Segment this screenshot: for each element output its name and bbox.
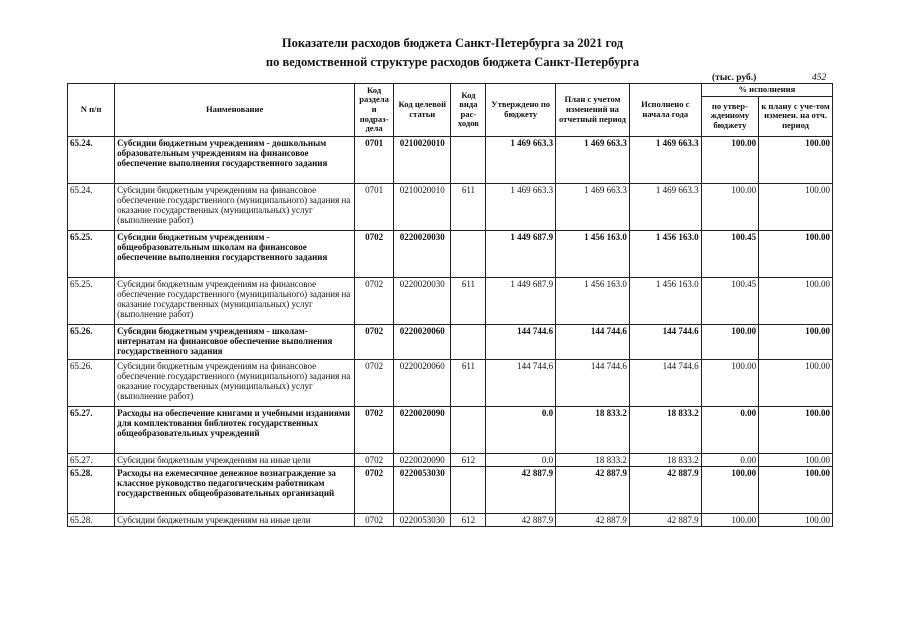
row-target-code: 0220020090	[394, 453, 451, 466]
row-name: Субсидии бюджетным учреждениям - школам-интернатам на финансовое обеспечение выполнения государственного задания	[115, 324, 355, 359]
row-target-code: 0220020060	[394, 324, 451, 359]
row-pct-approved: 100.00	[701, 136, 758, 183]
row-target-code: 0220020030	[394, 277, 451, 324]
row-name: Субсидии бюджетным учреждениям на иные цели	[115, 513, 355, 526]
row-section-code: 0702	[355, 466, 394, 513]
row-executed: 1 469 663.3	[629, 183, 701, 230]
col-header-num: N п/п	[68, 84, 115, 137]
row-name: Субсидии бюджетным учреждениям на финансовое обеспечение государственного (муниципального) задания на оказание государственных (муниципальных) услуг (выполнение работ)	[115, 277, 355, 324]
col-header-pct-approved: по утвер-жденному бюджету	[701, 96, 758, 136]
row-name: Субсидии бюджетным учреждениям - дошкольным образовательным учреждениям на финансовое обеспечение выполнения государственного задания	[115, 136, 355, 183]
col-header-kind: Код вида рас-ходов	[451, 84, 486, 137]
row-section-code: 0702	[355, 406, 394, 453]
table-row	[68, 324, 833, 359]
row-number: 65.25.	[68, 230, 115, 277]
row-executed: 144 744.6	[629, 324, 701, 359]
row-plan: 18 833.2	[556, 406, 630, 453]
row-pct-plan: 100.00	[759, 230, 833, 277]
table-row	[68, 513, 833, 526]
row-approved: 0.0	[486, 453, 556, 466]
row-approved: 0.0	[486, 406, 556, 453]
report-title: Показатели расходов бюджета Санкт-Петербурга за 2021 год	[281, 36, 624, 50]
table-body	[68, 136, 833, 526]
row-name: Субсидии бюджетным учреждениям - общеобразовательным школам на финансовое обеспечение выполнения государственного задания	[115, 230, 355, 277]
expenditure-table	[67, 83, 833, 527]
row-pct-approved: 100.00	[701, 513, 758, 526]
table-row	[68, 183, 833, 230]
row-kind-code: 611	[451, 277, 486, 324]
row-name: Субсидии бюджетным учреждениям на финансовое обеспечение государственного (муниципального) задания на оказание государственных (муниципальных) услуг (выполнение работ)	[115, 359, 355, 406]
row-plan: 144 744.6	[556, 359, 630, 406]
row-plan: 42 887.9	[556, 466, 630, 513]
row-number: 65.24.	[68, 183, 115, 230]
row-approved: 144 744.6	[486, 359, 556, 406]
row-pct-plan: 100.00	[759, 359, 833, 406]
page-number: 452	[812, 73, 827, 83]
row-kind-code	[451, 466, 486, 513]
row-kind-code: 611	[451, 359, 486, 406]
col-header-approved: Утверждено по бюджету	[486, 84, 556, 137]
col-header-target: Код целевой статьи	[394, 84, 451, 137]
row-approved: 1 449 687.9	[486, 277, 556, 324]
row-executed: 42 887.9	[629, 466, 701, 513]
row-pct-plan: 100.00	[759, 466, 833, 513]
row-name: Расходы на обеспечение книгами и учебными изданиями для комплектования библиотек государственных общеобразовательных учреждений	[115, 406, 355, 453]
row-approved: 1 449 687.9	[486, 230, 556, 277]
report-subtitle: по ведомственной структуре расходов бюджета Санкт-Петербурга	[265, 55, 640, 69]
table-row	[68, 406, 833, 453]
row-executed: 1 456 163.0	[629, 230, 701, 277]
row-section-code: 0702	[355, 230, 394, 277]
row-name: Расходы на ежемесячное денежное вознаграждение за классное руководство педагогическим работникам государственных общеобразовательных организаций	[115, 466, 355, 513]
table-row	[68, 466, 833, 513]
row-pct-plan: 100.00	[759, 136, 833, 183]
row-target-code: 0220020090	[394, 406, 451, 453]
row-pct-plan: 100.00	[759, 277, 833, 324]
row-section-code: 0702	[355, 324, 394, 359]
row-executed: 144 744.6	[629, 359, 701, 406]
row-plan: 1 469 663.3	[556, 183, 630, 230]
row-plan: 1 469 663.3	[556, 136, 630, 183]
row-pct-plan: 100.00	[759, 453, 833, 466]
row-kind-code: 611	[451, 183, 486, 230]
row-plan: 1 456 163.0	[556, 277, 630, 324]
row-number: 65.26.	[68, 324, 115, 359]
row-pct-approved: 100.45	[701, 230, 758, 277]
row-pct-approved: 0.00	[701, 406, 758, 453]
row-approved: 42 887.9	[486, 513, 556, 526]
row-pct-plan: 100.00	[759, 324, 833, 359]
col-header-executed: Исполнено с начала года	[629, 84, 701, 137]
row-target-code: 0210020010	[394, 183, 451, 230]
row-kind-code	[451, 230, 486, 277]
col-header-pct-plan: к плану с уче-том изменен. на отч. период	[759, 96, 833, 136]
row-pct-plan: 100.00	[759, 513, 833, 526]
col-header-name: Наименование	[115, 84, 355, 137]
row-number: 65.27.	[68, 406, 115, 453]
row-executed: 18 833.2	[629, 406, 701, 453]
row-target-code: 0220020030	[394, 230, 451, 277]
row-section-code: 0701	[355, 183, 394, 230]
row-number: 65.25.	[68, 277, 115, 324]
table-row	[68, 136, 833, 183]
table-row	[68, 453, 833, 466]
row-section-code: 0702	[355, 513, 394, 526]
col-header-section: Код раздела и подраз-дела	[355, 84, 394, 137]
row-target-code: 0220020060	[394, 359, 451, 406]
row-section-code: 0702	[355, 277, 394, 324]
row-number: 65.26.	[68, 359, 115, 406]
row-pct-plan: 100.00	[759, 406, 833, 453]
row-kind-code: 612	[451, 513, 486, 526]
row-pct-approved: 100.00	[701, 359, 758, 406]
row-kind-code	[451, 324, 486, 359]
row-kind-code	[451, 406, 486, 453]
table-row	[68, 359, 833, 406]
table-row	[68, 230, 833, 277]
row-number: 65.28.	[68, 466, 115, 513]
row-section-code: 0701	[355, 136, 394, 183]
row-pct-approved: 100.00	[701, 324, 758, 359]
row-plan: 42 887.9	[556, 513, 630, 526]
row-section-code: 0702	[355, 453, 394, 466]
table-row	[68, 277, 833, 324]
row-pct-approved: 100.00	[701, 183, 758, 230]
row-executed: 18 833.2	[629, 453, 701, 466]
row-approved: 1 469 663.3	[486, 136, 556, 183]
row-approved: 1 469 663.3	[486, 183, 556, 230]
row-name: Субсидии бюджетным учреждениям на иные цели	[115, 453, 355, 466]
row-pct-plan: 100.00	[759, 183, 833, 230]
row-pct-approved: 100.45	[701, 277, 758, 324]
row-section-code: 0702	[355, 359, 394, 406]
row-number: 65.24.	[68, 136, 115, 183]
row-target-code: 0220053030	[394, 466, 451, 513]
row-executed: 42 887.9	[629, 513, 701, 526]
col-header-percent-group: % исполнения	[701, 84, 832, 97]
units-label: (тыс. руб.)	[712, 73, 757, 83]
row-plan: 18 833.2	[556, 453, 630, 466]
row-plan: 144 744.6	[556, 324, 630, 359]
row-kind-code: 612	[451, 453, 486, 466]
row-pct-approved: 100.00	[701, 466, 758, 513]
row-pct-approved: 0.00	[701, 453, 758, 466]
row-executed: 1 456 163.0	[629, 277, 701, 324]
row-number: 65.27.	[68, 453, 115, 466]
row-kind-code	[451, 136, 486, 183]
row-name: Субсидии бюджетным учреждениям на финансовое обеспечение государственного (муниципального) задания на оказание государственных (муниципальных) услуг (выполнение работ)	[115, 183, 355, 230]
row-executed: 1 469 663.3	[629, 136, 701, 183]
row-approved: 144 744.6	[486, 324, 556, 359]
row-approved: 42 887.9	[486, 466, 556, 513]
row-target-code: 0210020010	[394, 136, 451, 183]
col-header-plan: План с учетом изменений на отчетный период	[556, 84, 630, 137]
row-plan: 1 456 163.0	[556, 230, 630, 277]
row-target-code: 0220053030	[394, 513, 451, 526]
row-number: 65.28.	[68, 513, 115, 526]
